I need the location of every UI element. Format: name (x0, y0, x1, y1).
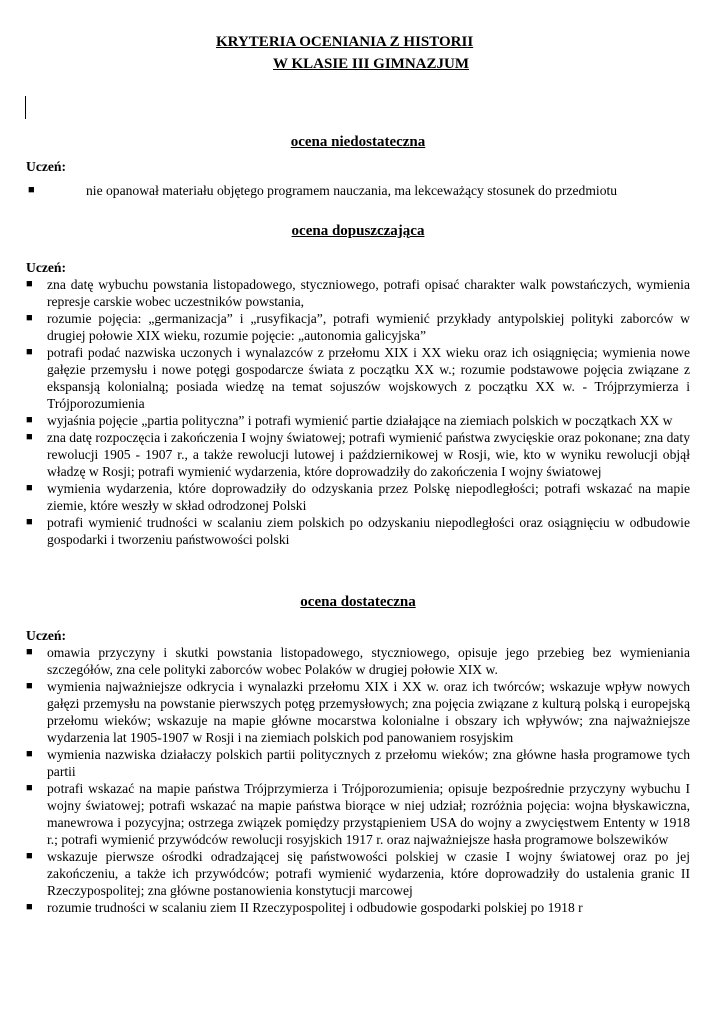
section-dostateczna (26, 594, 690, 611)
list-item-text: wyjaśnia pojęcie „partia polityczna” i potrafi wymienić partie działające na ziemiach polskich w początkach XX w (47, 413, 673, 428)
list-item (26, 480, 690, 514)
section-heading: ocena dostateczna (300, 594, 416, 610)
bullet-icon: ■ (28, 184, 35, 196)
section-niedostateczna (26, 134, 690, 151)
list-item (26, 344, 690, 412)
list-item (26, 514, 690, 548)
bullet-icon: ■ (26, 431, 33, 443)
section-dopuszczajaca-body (26, 259, 690, 548)
list-item-text: wymienia wydarzenia, które doprowadziły do odzyskania przez Polskę niepodległości; potrafi wskazać na mapie ziemie, które weszły w skład odrodzonej Polski (47, 481, 690, 513)
bullet-icon: ■ (26, 346, 33, 358)
list-item (26, 899, 690, 916)
text-cursor (25, 96, 26, 119)
list-item-text: zna datę rozpoczęcia i zakończenia I wojny światowej; potrafi wymienić państwa zwycięskie oraz pokonane; zna daty rewolucji 1905 - 1907 r., a także rewolucji lutowej i październikowej w Rosji, wie, kto w wyniku rewolucji objął władzę w Rosji; potrafi wymienić wydarzenia, które doprowadziły do zakończenia I wojny światowej (47, 430, 690, 479)
bullet-icon: ■ (26, 482, 33, 494)
document-title-line-1: KRYTERIA OCENIANIA Z HISTORII (216, 34, 474, 50)
bullet-icon: ■ (26, 901, 33, 913)
section-dopuszczajaca (26, 223, 690, 240)
bullet-icon: ■ (26, 414, 33, 426)
document-title-line-2: W KLASIE III GIMNAZJUM (273, 56, 470, 72)
list-item (26, 848, 690, 899)
list-item (26, 746, 690, 780)
bullet-icon: ■ (26, 516, 33, 528)
bullet-icon: ■ (26, 646, 33, 658)
list-item-text: nie opanował materiału objętego programem nauczania, ma lekceważący stosunek do przedmiotu (86, 183, 618, 198)
list-item-text: omawia przyczyny i skutki powstania listopadowego, styczniowego, opisuje jego przebieg bez wymieniania szczegółów, zna cele polityki zaborców wobec Polaków w drugiej połowie XIX w. (47, 645, 690, 677)
list-item-text: potrafi wskazać na mapie państwa Trójprzymierza i Trójporozumienia; opisuje bezpośrednie przyczyny wybuchu I wojny światowej; potrafi wskazać na mapie państwa biorące w niej udział; rozróżnia pojęcia: wojna błyskawiczna, manewrowa i pozycyjna; ostrzega związek pomiędzy przystąpieniem USA do wojny a zwycięstwem Ententy w 1918 r.; potrafi wymienić przywódców rewolucji rosyjskich 1917 r. oraz najważniejsze hasła programowe bolszewików (47, 781, 690, 847)
criteria-list (26, 644, 690, 916)
list-item (28, 182, 690, 199)
section-niedostateczna-body (26, 158, 690, 175)
criteria-list (28, 182, 690, 199)
list-item-text: wymienia nazwiska działaczy polskich partii politycznych z przełomu wieków; zna główne hasła programowe tych partii (47, 747, 690, 779)
bullet-icon: ■ (26, 278, 33, 290)
list-item-text: potrafi podać nazwiska uczonych i wynalazców z przełomu XIX i XX wieku oraz ich osiągnięcia; wymienia nowe gałęzie przemysłu i nowe potęgi gospodarcze świata z początku XX w.; rozumie podstawowe pojęcia związane z ekspansją kolonialną; posiada wiedzę na temat sojuszów wojskowych z początku XX w. - Trójprzymierza i Trójporozumienia (47, 345, 690, 411)
list-item (26, 310, 690, 344)
list-item-text: rozumie pojęcia: „germanizacja” i „rusyfikacja”, potrafi wymienić przykłady antypolskiej polityki zaborców w drugiej połowie XIX wieku, rozumie pojęcie: „autonomia galicyjska” (47, 311, 690, 343)
bullet-icon: ■ (26, 782, 33, 794)
section-heading: ocena niedostateczna (290, 134, 426, 150)
bullet-icon: ■ (26, 748, 33, 760)
list-item (26, 412, 690, 429)
list-item-text: rozumie trudności w scalaniu ziem II Rzeczypospolitej i odbudowie gospodarki polskiej po 1918 r (47, 900, 583, 915)
list-item-text: wymienia najważniejsze odkrycia i wynalazki przełomu XIX i XX w. oraz ich twórców; wskazuje wpływ nowych gałęzi przemysłu na powstanie pierwszych potęg przemysłowych; zna pojęcia związane z kulturą polską i europejską przełomu wieków; wskazuje na mapie główne mocarstwa kolonialne i obszary ich wpływów; zna najważniejsze wydarzenia lat 1905-1907 w Rosji i na ziemiach polskich pod panowaniem rosyjskim (47, 679, 690, 745)
list-item (26, 780, 690, 848)
section-heading: ocena dopuszczająca (291, 223, 425, 239)
bullet-icon: ■ (26, 680, 33, 692)
student-label: Uczeń: (26, 260, 67, 275)
criteria-list (26, 276, 690, 548)
bullet-icon: ■ (26, 312, 33, 324)
list-item-text: zna datę wybuchu powstania listopadowego, styczniowego, potrafi opisać charakter walk powstańczych, wymienia represje carskie wobec uczestników powstania, (47, 277, 690, 309)
list-item-text: potrafi wymienić trudności w scalaniu ziem polskich po odzyskaniu niepodległości oraz osiągnięciu w odbudowie gospodarki i tworzeniu państwowości polski (47, 515, 690, 547)
bullet-icon: ■ (26, 850, 33, 862)
student-label: Uczeń: (26, 628, 67, 643)
list-item-text: wskazuje pierwsze ośrodki odradzającej się państwowości polskiej w czasie I wojny światowej oraz po jej zakończeniu, a także ich przywódców; potrafi wymienić wydarzenia, które doprowadziły do ustalenia granic II Rzeczypospolitej; zna główne postanowienia konstytucji marcowej (47, 849, 690, 898)
section-dostateczna-body (26, 627, 690, 916)
list-item (26, 678, 690, 746)
list-item (26, 276, 690, 310)
section-niedostateczna-list (28, 182, 690, 199)
list-item (26, 429, 690, 480)
student-label: Uczeń: (26, 159, 67, 174)
list-item (26, 644, 690, 678)
